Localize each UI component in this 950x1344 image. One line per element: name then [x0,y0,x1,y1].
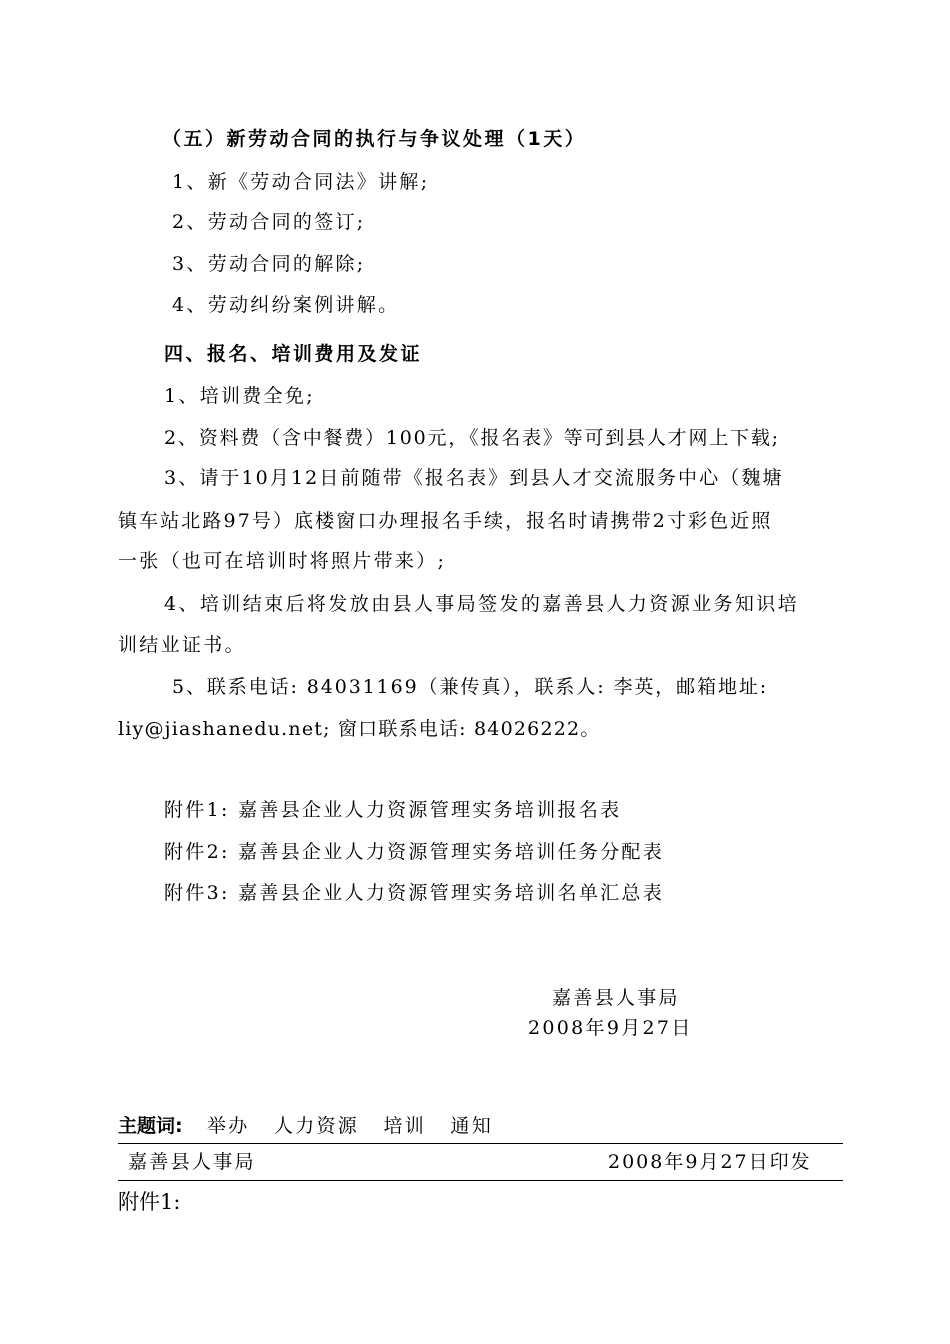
section4-item-5-line2: liy@jiashanedu.net; 窗口联系电话: 84026222。 [118,718,601,740]
section5-item-3: 3、劳动合同的解除; [172,253,366,275]
keyword-item: 通知 [450,1115,494,1137]
section5-item-2: 2、劳动合同的签订; [172,211,366,233]
keyword-item: 举办 [206,1115,250,1137]
footer-bottom-rule [118,1180,843,1181]
section4-item-4-line1: 4、培训结束后将发放由县人事局签发的嘉善县人力资源业务知识培 [164,593,800,615]
section4-item-4-line2: 训结业证书。 [118,634,246,656]
signature-org: 嘉善县人事局 [552,987,680,1009]
footer-issuer: 嘉善县人事局 [128,1151,256,1173]
keywords-row [118,1113,493,1139]
signature-date: 2008年9月27日 [528,1017,693,1039]
section5-heading: （五）新劳动合同的执行与争议处理（1天） [162,128,587,150]
section4-item-1: 1、培训费全免; [164,385,315,407]
section4-item-2: 2、资料费（含中餐费）100元，《报名表》等可到县人才网上下载; [164,427,780,449]
footer-print-date: 2008年9月27日印发 [608,1151,812,1173]
section4-item-5-line1: 5、联系电话: 84031169（兼传真），联系人: 李英，邮箱地址: [172,676,769,698]
attachment-2: 附件2: 嘉善县企业人力资源管理实务培训任务分配表 [164,841,665,863]
footer-top-rule [118,1143,843,1144]
section4-item-3-line3: 一张（也可在培训时将照片带来）; [118,550,447,572]
attachment-3: 附件3: 嘉善县企业人力资源管理实务培训名单汇总表 [164,882,665,904]
section4-item-3-line2: 镇车站北路97号）底楼窗口办理报名手续，报名时请携带2寸彩色近照 [118,510,773,532]
attachment-1: 附件1: 嘉善县企业人力资源管理实务培训报名表 [164,799,622,821]
section4-item-3-line1: 3、请于10月12日前随带《报名表》到县人才交流服务中心（魏塘 [164,467,784,489]
keyword-item: 培训 [383,1115,427,1137]
keywords-label: 主题词: [118,1115,183,1137]
section4-heading: 四、报名、培训费用及发证 [164,343,423,365]
section5-item-4: 4、劳动纠纷案例讲解。 [172,294,400,316]
keyword-item: 人力资源 [273,1115,360,1137]
section5-item-1: 1、新《劳动合同法》讲解; [172,171,430,193]
trailing-attachment-label: 附件1: [118,1190,181,1214]
